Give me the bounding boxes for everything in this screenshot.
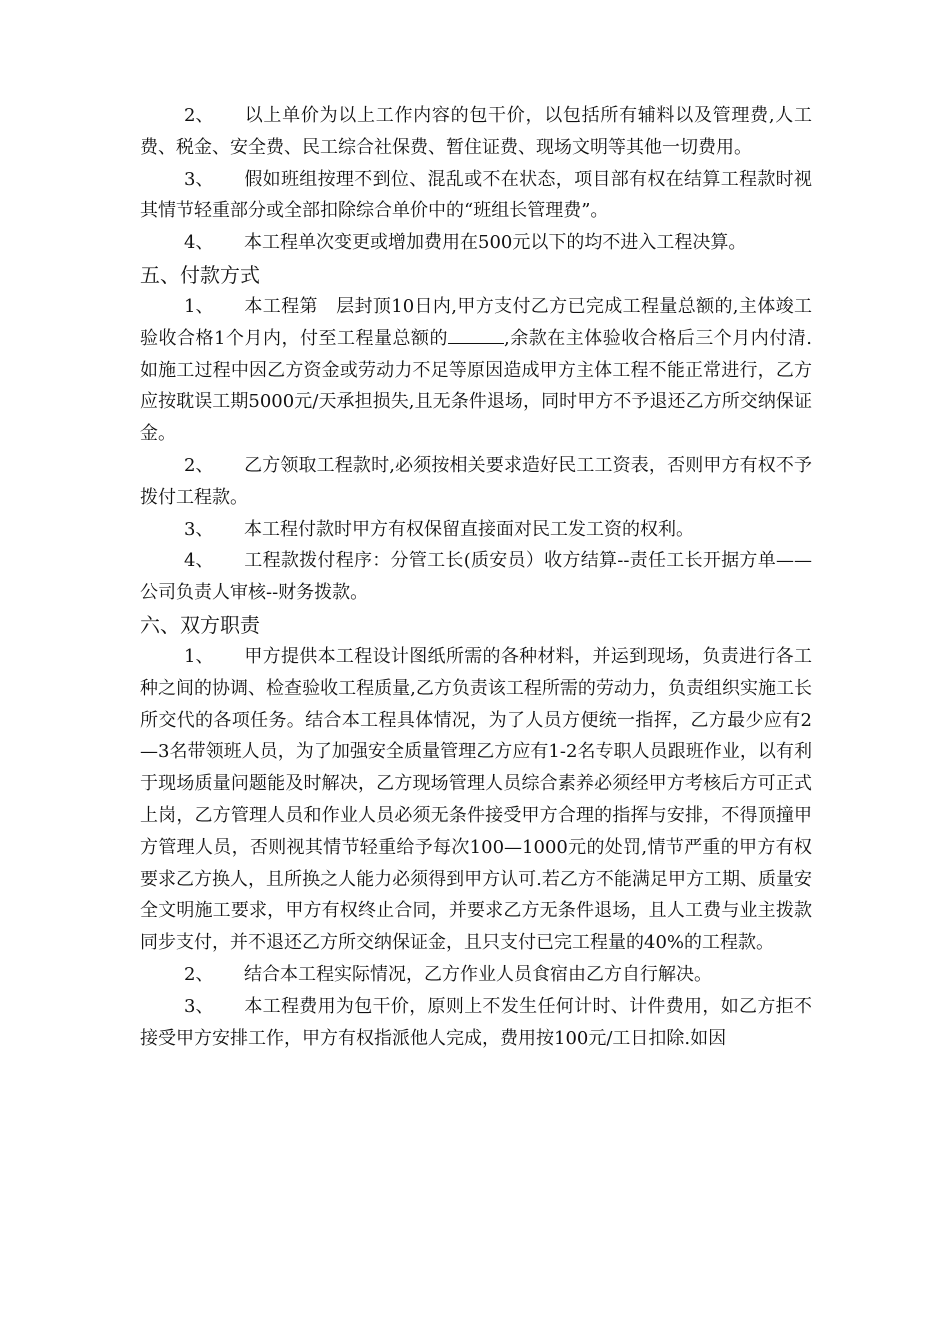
clause-number: 2、 [184, 963, 214, 985]
clause-number: 3、 [184, 168, 214, 190]
clause-4-3 [140, 164, 812, 228]
clause-text: 本工程付款时甲方有权保留直接面对民工发工资的权利。 [244, 518, 694, 540]
document-body [140, 100, 812, 1054]
clause-text: 工程款拨付程序：分管工长(质安员）收方结算--责任工长开据方单——公司负责人审核--财务拨款。 [140, 550, 812, 604]
clause-6-2 [140, 959, 812, 991]
fill-in-blank [448, 325, 504, 344]
clause-4-4 [140, 227, 812, 259]
clause-number: 1、 [184, 295, 214, 317]
clause-text: 甲方提供本工程设计图纸所需的各种材料，并运到现场，负责进行各工种之间的协调、检查验收工程质量,乙方负责该工程所需的劳动力，负责组织实施工长所交代的各项任务。结合本工程具体情况，为了人员方便统一指挥，乙方最少应有2—3名带领班人员，为了加强安全质量管理乙方应有1-2名专职人员跟班作业，以有利于现场质量问题能及时解决，乙方现场管理人员综合素养必须经甲方考核后方可正式上岗，乙方管理人员和作业人员必须无条件接受甲方合理的指挥与安排，不得顶撞甲方管理人员，否则视其情节轻重给予每次100—1000元的处罚,情节严重的甲方有权要求乙方换人，且所换之人能力必须得到甲方认可.若乙方不能满足甲方工期、质量安全文明施工要求，甲方有权终止合同，并要求乙方无条件退场，且人工费与业主拨款同步支付，并不退还乙方所交纳保证金，且只支付已完工程量的40%的工程款。 [140, 645, 812, 954]
clause-number: 3、 [184, 995, 214, 1017]
clause-number: 2、 [184, 454, 214, 476]
section-heading-responsibilities: 六、双方职责 [140, 612, 260, 637]
clause-number: 3、 [184, 518, 214, 540]
clause-text: 乙方领取工程款时,必须按相关要求造好民工工资表，否则甲方有权不予拨付工程款。 [140, 454, 812, 508]
clause-text: 以上单价为以上工作内容的包干价，以包括所有辅料以及管理费,人工费、税金、安全费、民工综合社保费、暂住证费、现场文明等其他一切费用。 [140, 105, 812, 158]
clause-text: 结合本工程实际情况，乙方作业人员食宿由乙方自行解决。 [244, 963, 712, 985]
clause-number: 2、 [184, 105, 214, 126]
clause-number: 4、 [184, 232, 214, 254]
clause-4-2 [140, 100, 812, 164]
clause-6-1 [140, 641, 812, 959]
clause-5-2 [140, 450, 812, 514]
section-heading-payment: 五、付款方式 [140, 262, 260, 287]
clause-5-3 [140, 514, 812, 546]
clause-5-4 [140, 545, 812, 609]
clause-text-part-b: ,余款在主体验收合格后三个月内付清.如施工过程中因乙方资金或劳动力不足等原因造成甲方主体工程不能正常进行，乙方应按耽误工期5000元/天承担损失,且无条件退场，同时甲方不予退还乙方所交纳保证金。 [140, 327, 812, 445]
clause-5-1 [140, 291, 812, 450]
clause-text-part-a: 本工程第 层封顶10日内,甲方支付乙方已完成工程量总额的,主体竣工验收合格1个月内，付至工程量总额的 [140, 295, 812, 349]
clause-text: 本工程单次变更或增加费用在500元以下的均不进入工程决算。 [244, 232, 747, 254]
clause-text: 假如班组按理不到位、混乱或不在状态，项目部有权在结算工程款时视其情节轻重部分或全部扣除综合单价中的“班组长管理费”。 [140, 168, 812, 222]
clause-number: 1、 [184, 645, 214, 667]
clause-text: 本工程费用为包干价，原则上不发生任何计时、计件费用，如乙方拒不接受甲方安排工作，甲方有权指派他人完成，费用按100元/工日扣除.如因 [140, 995, 812, 1049]
clause-number: 4、 [184, 550, 214, 572]
clause-6-3 [140, 991, 812, 1055]
